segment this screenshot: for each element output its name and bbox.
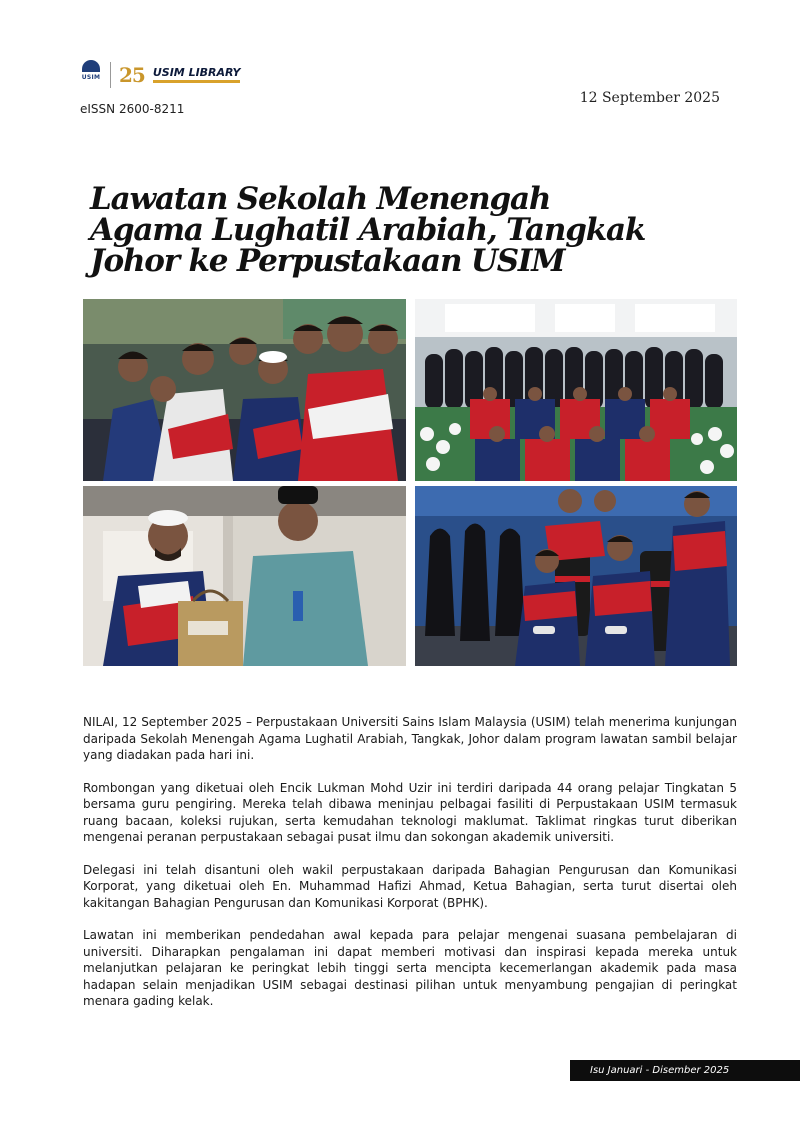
logo-divider [110,62,111,88]
group-photo [415,299,737,481]
gaming-room-photo [415,486,737,666]
anniversary-badge: 25 [119,63,145,87]
publication-date: 12 September 2025 [579,90,720,106]
souvenir-handover-photo [83,486,406,666]
issn-label: eISSN 2600-8211 [80,102,185,116]
students-selfie-photo [83,299,406,481]
usim-library-logo: USIM LIBRARY [153,67,241,83]
header-logos [80,60,240,90]
article-paragraph: Delegasi ini telah disantuni oleh wakil perpustakaan daripada Bahagian Pengurusan dan Komunikasi Korporat, yang diketuai oleh En. Muhammad Hafizi Ahmad, Ketua Bahagian, serta turut disertai oleh kakitangan Bahagian Pengurusan dan Komunikasi Korporat (BPHK). [83,862,737,910]
usim-logo-text: USIM [81,74,101,81]
article-paragraph: NILAI, 12 September 2025 – Perpustakaan Universiti Sains Islam Malaysia (USIM) telah menerima kunjungan daripada Sekolah Menengah Agama Lughatil Arabiah, Tangkak, Johor dalam program lawatan sambil belajar yang diadakan pada hari ini. [83,715,737,762]
article-paragraph: Rombongan yang diketuai oleh Encik Lukman Mohd Uzir ini terdiri daripada 44 orang pelajar Tingkatan 5 bersama guru pengiring. Mereka telah dibawa meninjau pelbagai fasiliti di Perpustakaan USIM termasuk ruang bacaan, koleksi rujukan, serta kemudahan teknologi maklumat. Taklimat ringkas turut diberikan mengenai peranan perpustakaan sebagai pusat ilmu dan sokongan akademik universiti. [83,780,737,844]
usim-dome-icon [82,60,100,72]
article-body [83,714,737,1026]
article-title: Lawatan Sekolah Menengah Agama Lughatil Arabiah, Tangkak Johor ke Perpustakaan USIM [90,181,646,279]
issue-footer: Isu Januari - Disember 2025 [570,1060,800,1081]
usim-logo [80,60,102,90]
article-paragraph: Lawatan ini memberikan pendedahan awal kepada para pelajar mengenai suasana pembelajaran di universiti. Diharapkan pengalaman ini dapat memberi motivasi dan inspirasi kepada mereka untuk melanjutkan pelajaran ke peringkat lebih tinggi serta mencipta kecemerlangan akademik pada masa hadapan selain menjadikan USIM sebagai destinasi pilihan untuk menyambung pengajian di peringkat menara gading kelak. [83,928,737,1008]
